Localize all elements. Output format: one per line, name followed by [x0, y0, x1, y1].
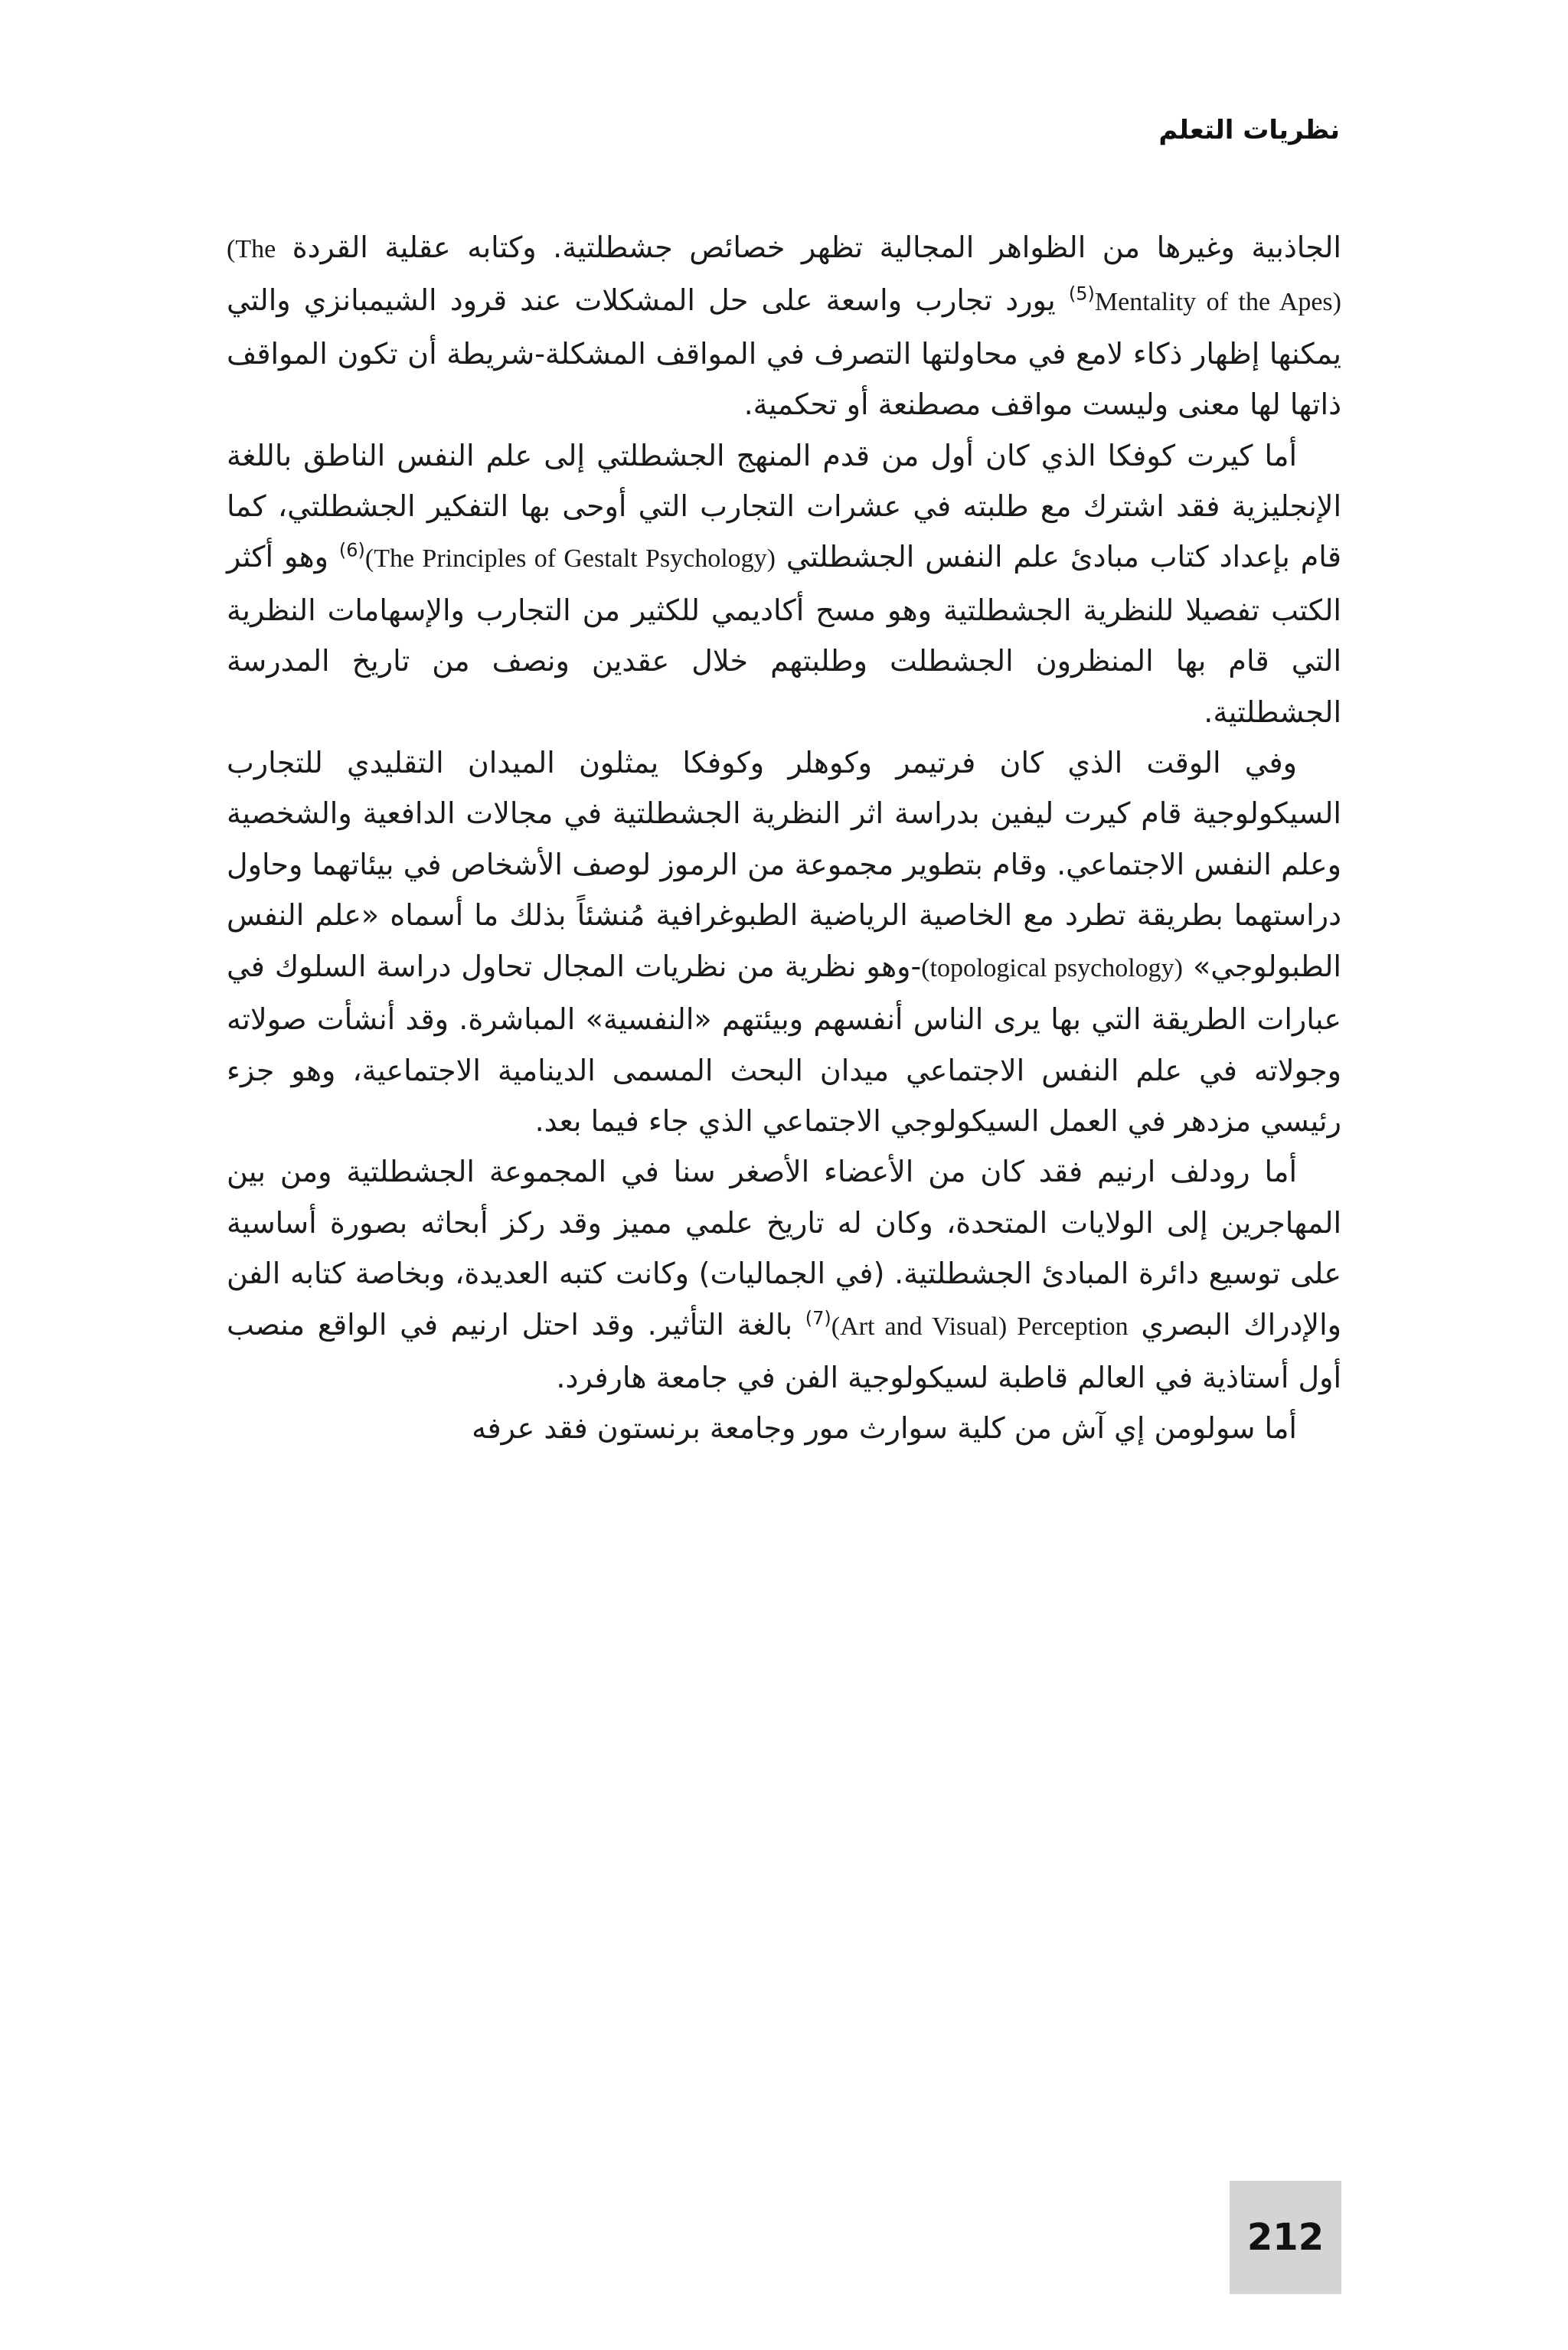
paragraph — [227, 222, 1341, 430]
paragraph-text: -وهو نظرية من نظريات المجال تحاول دراسة السلوك في عبارات الطريقة التي بها يرى الناس أنفسهم وبيئتهم «النفسية» المباشرة. وقد أنشأت صولاته وجولاته في علم النفس الاجتماعي ميدان البحث المسمى الدينامية الاجتماعية، وهو جزء رئيسي مزدهر في العمل السيكولوجي الاجتماعي الذي جاء فيما بعد. — [227, 949, 1341, 1138]
english-title: (Art and Visual) Perception — [831, 1312, 1129, 1341]
paragraph-text: وفي الوقت الذي كان فرتيمر وكوهلر وكوفكا يمثلون الميدان التقليدي للتجارب السيكولوجية قام كيرت ليفين بدراسة اثر النظرية الجشطلتية في مجالات الدافعية والشخصية وعلم النفس الاجتماعي. وقام بتطوير مجموعة من الرموز لوصف الأشخاص في بيئاتهما وحاول دراستهما بطريقة تطرد مع الخاصية الرياضية الطبوغرافية مُنشئاً بذلك ما أسماه «علم النفس الطبولوجي» — [227, 746, 1341, 983]
running-header: نظريات التعلم — [1158, 115, 1340, 145]
paragraph-text: أما سولومن إي آش من كلية سوارث مور وجامعة برنستون فقد عرفه — [472, 1411, 1297, 1446]
paragraph-text: وهو أكثر الكتب تفصيلا للنظرية الجشطلتية وهو مسح أكاديمي للكثير من التجارب والإسهامات النظرية التي قام بها المنظرون الجشطلت وطلبتهم خلال عقدين ونصف من تاريخ المدرسة الجشطلتية. — [227, 540, 1341, 729]
paragraph-text: أما رودلف ارنيم فقد كان من الأعضاء الأصغر سنا في المجموعة الجشطلتية ومن بين المهاجرين إلى الولايات المتحدة، وكان له تاريخ علمي مميز وقد ركز أبحاثه بصورة أساسية على توسيع دائرة المبادئ الجشطلتية. (في الجماليات) وكانت كتبه العديدة، وبخاصة كتابه الفن والإدراك البصري — [227, 1155, 1341, 1342]
english-title: (The Mentality of the Apes) — [227, 235, 1341, 317]
paragraph — [227, 1403, 1341, 1453]
footnote-ref: (7) — [805, 1306, 831, 1329]
paragraph — [227, 430, 1341, 737]
english-title: (topological psychology) — [921, 953, 1183, 982]
paragraph-text: يورد تجارب واسعة على حل المشكلات عند قرود الشيمبانزي والتي يمكنها إظهار ذكاء لامع في محاولتها التصرف في المواقف المشكلة-شريطة أن تكون المواقف ذاتها لها معنى وليست مواقف مصطنعة أو تحكمية. — [227, 283, 1341, 422]
footnote-ref: (5) — [1068, 283, 1095, 305]
paragraph-text: الجاذبية وغيرها من الظواهر المجالية تظهر خصائص جشطلتية. وكتابه عقلية القردة — [276, 230, 1341, 264]
body-text — [227, 222, 1341, 1454]
page-number: 212 — [1246, 2216, 1325, 2259]
paragraph-text: أما كيرت كوفكا الذي كان أول من قدم المنهج الجشطلتي إلى علم النفس الناطق باللغة الإنجليزية فقد اشترك مع طلبته في عشرات التجارب التي أوحى بها التفكير الجشطلتي، كما قام بإعداد كتاب مبادئ علم النفس الجشطلتي — [227, 438, 1342, 574]
paragraph — [227, 1146, 1341, 1403]
page-number-box — [1230, 2181, 1341, 2294]
english-title: (The Principles of Gestalt Psychology) — [364, 544, 776, 574]
footnote-ref: (6) — [338, 539, 365, 561]
paragraph — [227, 737, 1341, 1146]
paragraph-text: بالغة التأثير. وقد احتل ارنيم في الواقع منصب أول أستاذية في العالم قاطبة لسيكولوجية الفن في جامعة هارفرد. — [227, 1307, 1341, 1394]
